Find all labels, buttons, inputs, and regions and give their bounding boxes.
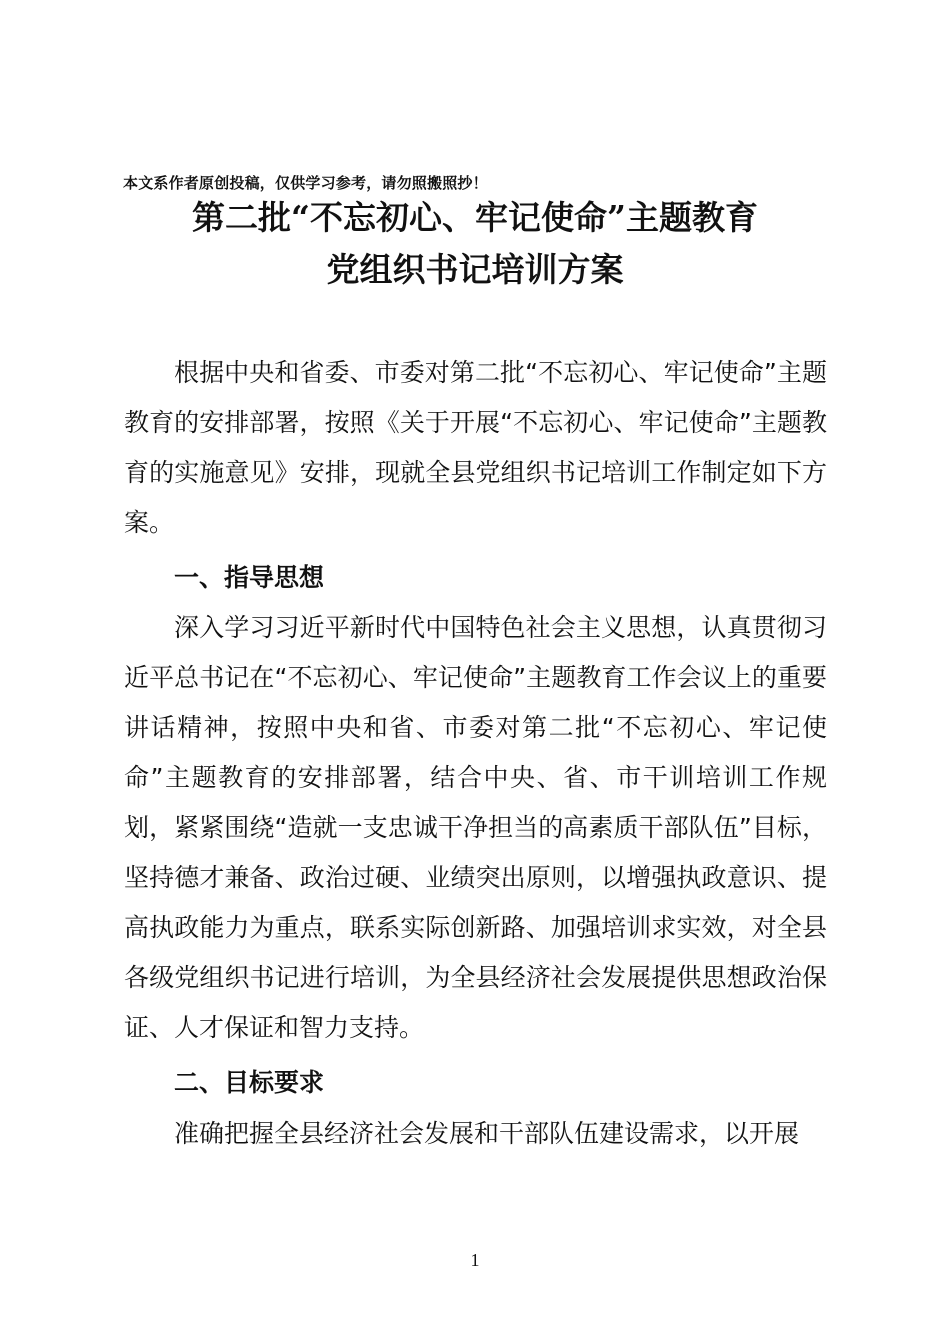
goals-paragraph: 准确把握全县经济社会发展和干部队伍建设需求，以开展 (174, 1119, 800, 1148)
page-number: 1 (470, 1250, 480, 1270)
document-title-line-1: 第二批“不忘初心、牢记使命”主题教育 (192, 198, 758, 237)
author-notice: 本文系作者原创投稿，仅供学习参考，请勿照搬照抄！ (123, 174, 488, 192)
section-heading-guiding-thought: 一、指导思想 (174, 563, 325, 592)
section-heading-goals: 二、目标要求 (174, 1068, 325, 1097)
guiding-thought-paragraph: 深入学习习近平新时代中国特色社会主义思想，认真贯彻习近平总书记在“不忘初心、牢记使命”主题教育工作会议上的重要讲话精神，按照中央和省、市委对第二批“不忘初心、牢记使命”主题教育的安排部署，结合中央、省、市干训培训工作规划，紧紧围绕“造就一支忠诚干净担当的高素质干部队伍”目标，坚持德才兼备、政治过硬、业绩突出原则，以增强执政意识、提高执政能力为重点，联系实际创新路、加强培训求实效，对全县各级党组织书记进行培训，为全县经济社会发展提供思想政治保证、人才保证和智力支持。 (124, 613, 827, 1042)
document-title-line-2: 党组织书记培训方案 (326, 250, 624, 289)
intro-paragraph: 根据中央和省委、市委对第二批“不忘初心、牢记使命”主题教育的安排部署，按照《关于开展“不忘初心、牢记使命”主题教育的实施意见》安排，现就全县党组织书记培训工作制定如下方案。 (124, 358, 827, 537)
